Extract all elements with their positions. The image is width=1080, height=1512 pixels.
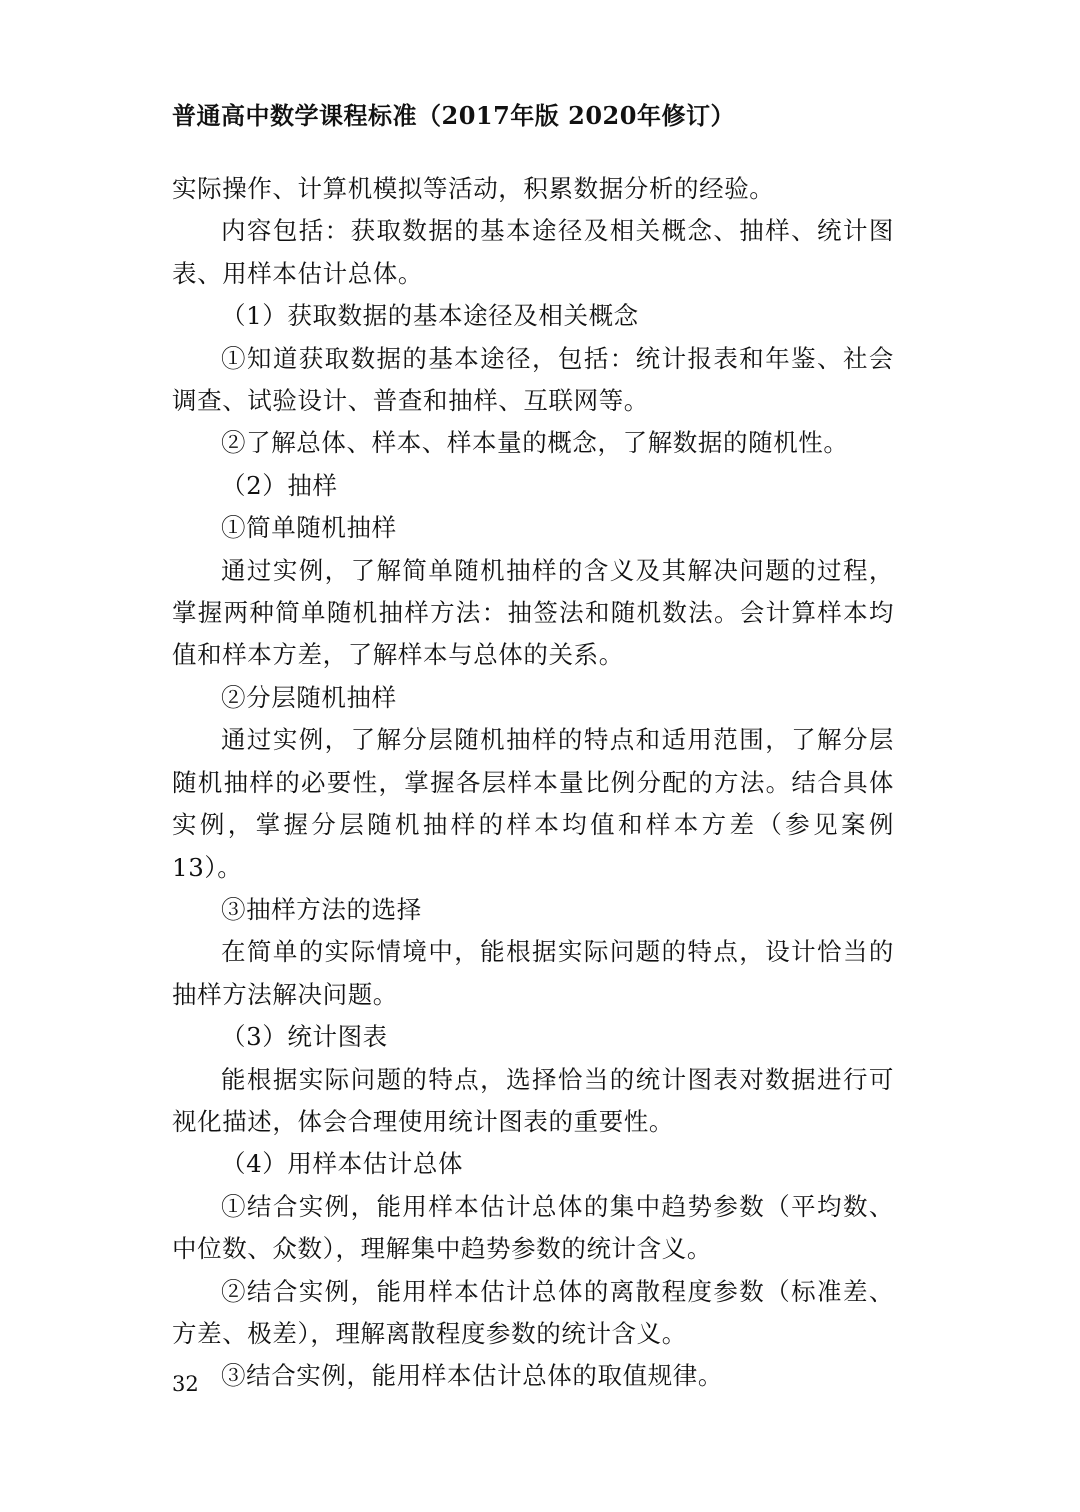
subsection-heading: ③抽样方法的选择 <box>221 894 422 924</box>
paragraph: ②结合实例，能用样本估计总体的离散程度参数（标准差、方差、极差），理解离散程度参数的统计含义。 <box>172 1276 894 1348</box>
section-heading: （3）统计图表 <box>221 1022 388 1052</box>
paragraph: ①结合实例，能用样本估计总体的集中趋势参数（平均数、中位数、众数），理解集中趋势参数的统计含义。 <box>172 1191 894 1264</box>
paragraph: 能根据实际问题的特点，选择恰当的统计图表对数据进行可视化描述，体会合理使用统计图表的重要性。 <box>172 1064 894 1136</box>
paragraph: 内容包括：获取数据的基本途径及相关概念、抽样、统计图表、用样本估计总体。 <box>172 216 894 288</box>
section-heading: （4）用样本估计总体 <box>221 1149 464 1179</box>
paragraph: ②了解总体、样本、样本量的概念，了解数据的随机性。 <box>221 428 849 458</box>
section-heading: （1）获取数据的基本途径及相关概念 <box>221 301 639 331</box>
paragraph: 在简单的实际情境中，能根据实际问题的特点，设计恰当的抽样方法解决问题。 <box>172 937 894 1009</box>
paragraph: 通过实例，了解简单随机抽样的含义及其解决问题的过程，掌握两种简单随机抽样方法：抽签法和随机数法。会计算样本均值和样本方差，了解样本与总体的关系。 <box>172 555 894 670</box>
paragraph: ①知道获取数据的基本途径，包括：统计报表和年鉴、社会调查、试验设计、普查和抽样、互联网等。 <box>172 343 894 416</box>
page-number: 32 <box>172 1372 199 1396</box>
body-text <box>172 168 894 1398</box>
subsection-heading: ①简单随机抽样 <box>221 513 397 543</box>
paragraph: ③结合实例，能用样本估计总体的取值规律。 <box>221 1361 723 1391</box>
running-header: 普通高中数学课程标准（2017年版 2020年修订） <box>172 101 735 130</box>
subsection-heading: ②分层随机抽样 <box>221 682 397 712</box>
paragraph: 通过实例，了解分层随机抽样的特点和适用范围，了解分层随机抽样的必要性，掌握各层样本量比例分配的方法。结合具体实例，掌握分层随机抽样的样本均值和样本方差（参见案例13）。 <box>172 725 894 882</box>
paragraph: 实际操作、计算机模拟等活动，积累数据分析的经验。 <box>172 174 775 203</box>
section-heading: （2）抽样 <box>221 470 338 500</box>
